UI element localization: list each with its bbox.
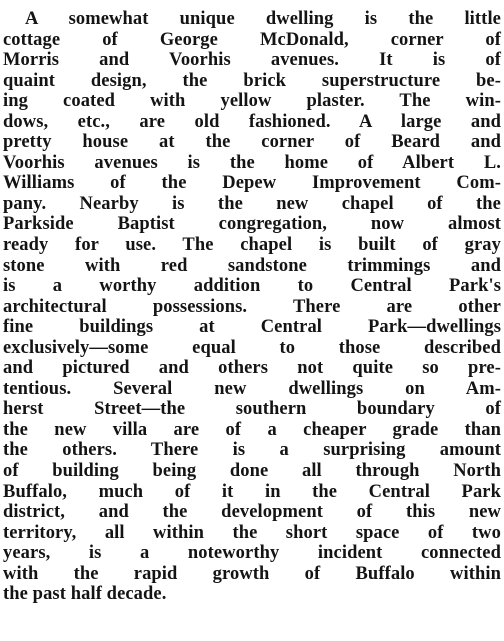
article-line-19: tentious. Several new dwellings on Am- [3,378,501,399]
article-line-25: district, and the development of this new [3,502,501,523]
article-line-20: herst Street—the southern boundary of [3,399,501,420]
article-line-24: Buffalo, much of it in the Central Park [3,481,501,502]
article-line-3: Morris and Voorhis avenues. It is of [3,50,501,71]
article-line-27: years, is a noteworthy incident connected [3,543,501,564]
article-line-4: quaint design, the brick superstructure be- [3,70,501,91]
article-line-6: dows, etc., are old fashioned. A large and [3,111,501,132]
article-line-14: is a worthy addition to Central Park's [3,276,501,297]
article-line-8: Voorhis avenues is the home of Albert L. [3,152,501,173]
article-line-7: pretty house at the corner of Beard and [3,132,501,153]
article-line-26: territory, all within the short space of two [3,522,501,543]
article-line-10: pany. Nearby is the new chapel of the [3,193,501,214]
article-line-11: Parkside Baptist congregation, now almost [3,214,501,235]
article-line-23: of building being done all through North [3,461,501,482]
article-line-17: exclusively—some equal to those described [3,337,501,358]
article-line-12: ready for use. The chapel is built of gray [3,235,501,256]
article-line-15: architectural possessions. There are other [3,296,501,317]
article-line-18: and pictured and others not quite so pre- [3,358,501,379]
article-line-29: the past half decade. [3,584,167,605]
article-line-5: ing coated with yellow plaster. The win- [3,91,501,112]
article-line-1: A somewhat unique dwelling is the little [25,9,501,29]
article-column [3,9,501,605]
article-line-21: the new villa are of a cheaper grade than [3,419,501,440]
article-line-16: fine buildings at Central Park—dwellings [3,317,501,338]
article-line-28: with the rapid growth of Buffalo within [3,563,501,584]
article-line-9: Williams of the Depew Improvement Com- [3,173,501,194]
article-line-2: cottage of George McDonald, corner of [3,29,501,50]
article-line-13: stone with red sandstone trimmings and [3,255,501,276]
article-line-22: the others. There is a surprising amount [3,440,501,461]
